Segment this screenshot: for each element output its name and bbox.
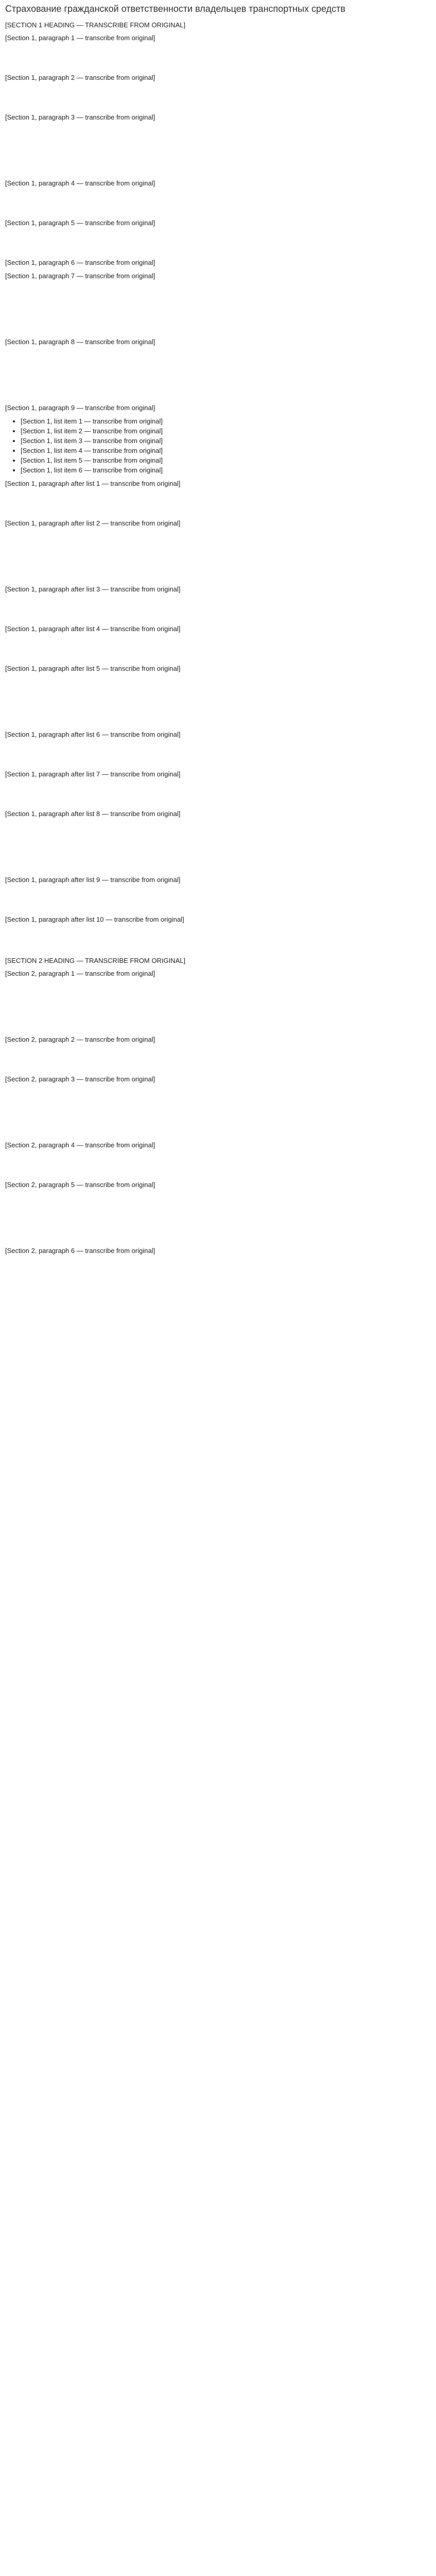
paragraph: [Section 1, paragraph 2 — transcribe from original]	[5, 74, 155, 81]
paragraph: [Section 2, paragraph 6 — transcribe from original]	[5, 1247, 155, 1255]
list-item: • [Section 1, list item 6 — transcribe from original]	[21, 466, 431, 474]
paragraph: [Section 1, paragraph after list 9 — transcribe from original]	[5, 876, 181, 884]
paragraph: [Section 1, paragraph after list 3 — transcribe from original]	[5, 585, 181, 593]
paragraph: [Section 2, paragraph 4 — transcribe from original]	[5, 1141, 155, 1149]
list-item: • [Section 1, list item 2 — transcribe from original]	[21, 427, 431, 435]
paragraph: [Section 1, paragraph after list 7 — transcribe from original]	[5, 770, 181, 778]
paragraph: [Section 1, paragraph after list 1 — transcribe from original]	[5, 480, 181, 487]
section-2	[5, 956, 431, 1281]
list-item: • [Section 1, list item 4 — transcribe from original]	[21, 446, 431, 455]
paragraph: [Section 2, paragraph 2 — transcribe from original]	[5, 1036, 155, 1043]
section-1	[5, 21, 431, 950]
paragraph: [Section 1, paragraph 5 — transcribe from original]	[5, 219, 155, 227]
paragraph: [Section 1, paragraph 7 — transcribe from original]	[5, 272, 155, 280]
page-title: Страхование гражданской ответственности владельцев транспортных средств	[5, 4, 345, 14]
paragraph: [Section 1, paragraph after list 4 — transcribe from original]	[5, 625, 181, 633]
list-item: • [Section 1, list item 3 — transcribe from original]	[21, 436, 431, 445]
paragraph: [Section 2, paragraph 5 — transcribe from original]	[5, 1181, 155, 1189]
paragraph: [Section 1, paragraph 1 — transcribe from original]	[5, 34, 155, 42]
paragraph: [Section 2, paragraph 1 — transcribe from original]	[5, 970, 155, 977]
paragraph: [Section 1, paragraph after list 5 — transcribe from original]	[5, 665, 181, 672]
list-item: • [Section 1, list item 5 — transcribe from original]	[21, 456, 431, 465]
bullet-list	[5, 417, 431, 474]
section-heading: [SECTION 1 HEADING — TRANSCRIBE FROM ORIGINAL]	[5, 21, 186, 29]
paragraph: [Section 1, paragraph 6 — transcribe from original]	[5, 259, 155, 266]
paragraph: [Section 1, paragraph after list 6 — transcribe from original]	[5, 731, 181, 738]
paragraph: [Section 1, paragraph 3 — transcribe from original]	[5, 113, 155, 121]
paragraph: [Section 1, paragraph 8 — transcribe from original]	[5, 338, 155, 346]
section-heading: [SECTION 2 HEADING — TRANSCRIBE FROM ORIGINAL]	[5, 957, 186, 964]
paragraph: [Section 1, paragraph 9 — transcribe from original]	[5, 404, 155, 412]
paragraph: [Section 1, paragraph 4 — transcribe from original]	[5, 179, 155, 187]
paragraph: [Section 1, paragraph after list 10 — transcribe from original]	[5, 916, 184, 923]
paragraph: [Section 2, paragraph 3 — transcribe from original]	[5, 1075, 155, 1083]
list-item: • [Section 1, list item 1 — transcribe from original]	[21, 417, 431, 426]
paragraph: [Section 1, paragraph after list 8 — transcribe from original]	[5, 810, 181, 818]
paragraph: [Section 1, paragraph after list 2 — transcribe from original]	[5, 519, 181, 527]
